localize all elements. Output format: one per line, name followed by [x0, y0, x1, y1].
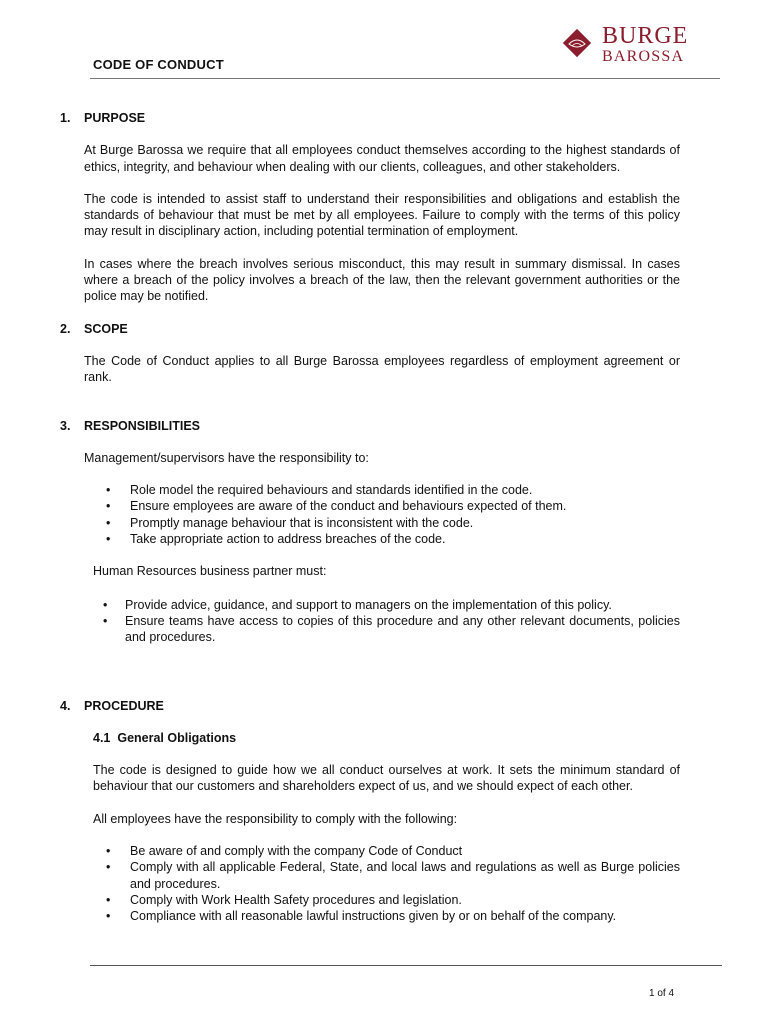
page-title: CODE OF CONDUCT: [93, 57, 224, 72]
list-item: • Ensure employees are aware of the conduct and behaviours expected of them.: [84, 498, 680, 514]
section-title: PURPOSE: [84, 111, 146, 125]
section-body-procedure: [84, 730, 680, 925]
logo-line1: BURGE: [602, 23, 689, 49]
section-title: PROCEDURE: [84, 698, 164, 713]
paragraph: All employees have the responsibility to comply with the following:: [93, 811, 458, 826]
list-item: • Comply with all applicable Federal, State, and local laws and regulations as well as Burge policies and procedures.: [84, 859, 680, 892]
subsection-title: General Obligations: [117, 730, 237, 745]
section-heading-purpose: [60, 110, 680, 126]
hr-intro: Human Resources business partner must:: [93, 564, 327, 579]
paragraph: Management/supervisors have the responsibility to:: [84, 450, 369, 465]
list-item: • Role model the required behaviours and standards identified in the code.: [84, 482, 680, 498]
list-item: • Promptly manage behaviour that is inconsistent with the code.: [84, 515, 680, 531]
section-heading-responsibilities: [60, 418, 680, 434]
paragraph: In cases where the breach involves serious misconduct, this may result in summary dismissal. In cases where a breach of the policy involves a breach of the law, then the relevant government authorities or the police may be notified.: [84, 256, 680, 304]
subsection-heading: [93, 730, 680, 746]
paragraph: At Burge Barossa we require that all employees conduct themselves according to the highest standards of ethics, integrity, and behaviour when dealing with our clients, colleagues, and other stakeholders.: [84, 143, 680, 174]
list-item: • Ensure teams have access to copies of this procedure and any other relevant documents, policies and procedures.: [84, 613, 680, 646]
document-body: [60, 110, 680, 941]
list-item: • Provide advice, guidance, and support to managers on the implementation of this policy.: [84, 597, 680, 613]
section-number: 3.: [60, 418, 71, 433]
page-number: 1 of 4: [649, 988, 675, 999]
section-body-purpose: [84, 142, 680, 304]
logo-wordmark: [602, 24, 688, 65]
paragraph: The code is intended to assist staff to understand their responsibilities and obligations and establish the standards of behaviour that must be met by all employees. Failure to comply with the terms of this policy may result in disciplinary action, including potential termination of employment.: [84, 191, 680, 239]
section-title: RESPONSIBILITIES: [84, 418, 200, 433]
subsection-number: 4.1: [93, 730, 111, 745]
footer-divider: [90, 965, 722, 966]
list-item: • Take appropriate action to address breaches of the code.: [84, 531, 680, 547]
section-title: SCOPE: [84, 321, 128, 336]
section-body-responsibilities: [84, 450, 680, 646]
paragraph: The Code of Conduct applies to all Burge Barossa employees regardless of employment agreement or rank.: [84, 353, 680, 385]
header-divider: [90, 78, 720, 79]
logo-line2: BAROSSA: [602, 48, 685, 65]
hr-list: [84, 597, 680, 646]
company-logo: [560, 24, 720, 64]
obligations-list: [84, 843, 680, 924]
management-list: [84, 482, 680, 547]
diamond-logo-icon: [560, 26, 594, 60]
paragraph: The code is designed to guide how we all conduct ourselves at work. It sets the minimum standard of behaviour that our customers and shareholders expect of us, and we should expect of each other.: [93, 763, 680, 794]
section-number: 2.: [60, 321, 71, 336]
list-item: • Compliance with all reasonable lawful instructions given by or on behalf of the company.: [84, 908, 680, 924]
section-number: 4.: [60, 698, 71, 713]
list-item: • Be aware of and comply with the company Code of Conduct: [84, 843, 680, 859]
section-number: 1.: [60, 111, 71, 125]
section-body-scope: [84, 353, 680, 386]
section-heading-procedure: [60, 698, 680, 714]
list-item: • Comply with Work Health Safety procedures and legislation.: [84, 892, 680, 908]
section-heading-scope: [60, 321, 680, 337]
